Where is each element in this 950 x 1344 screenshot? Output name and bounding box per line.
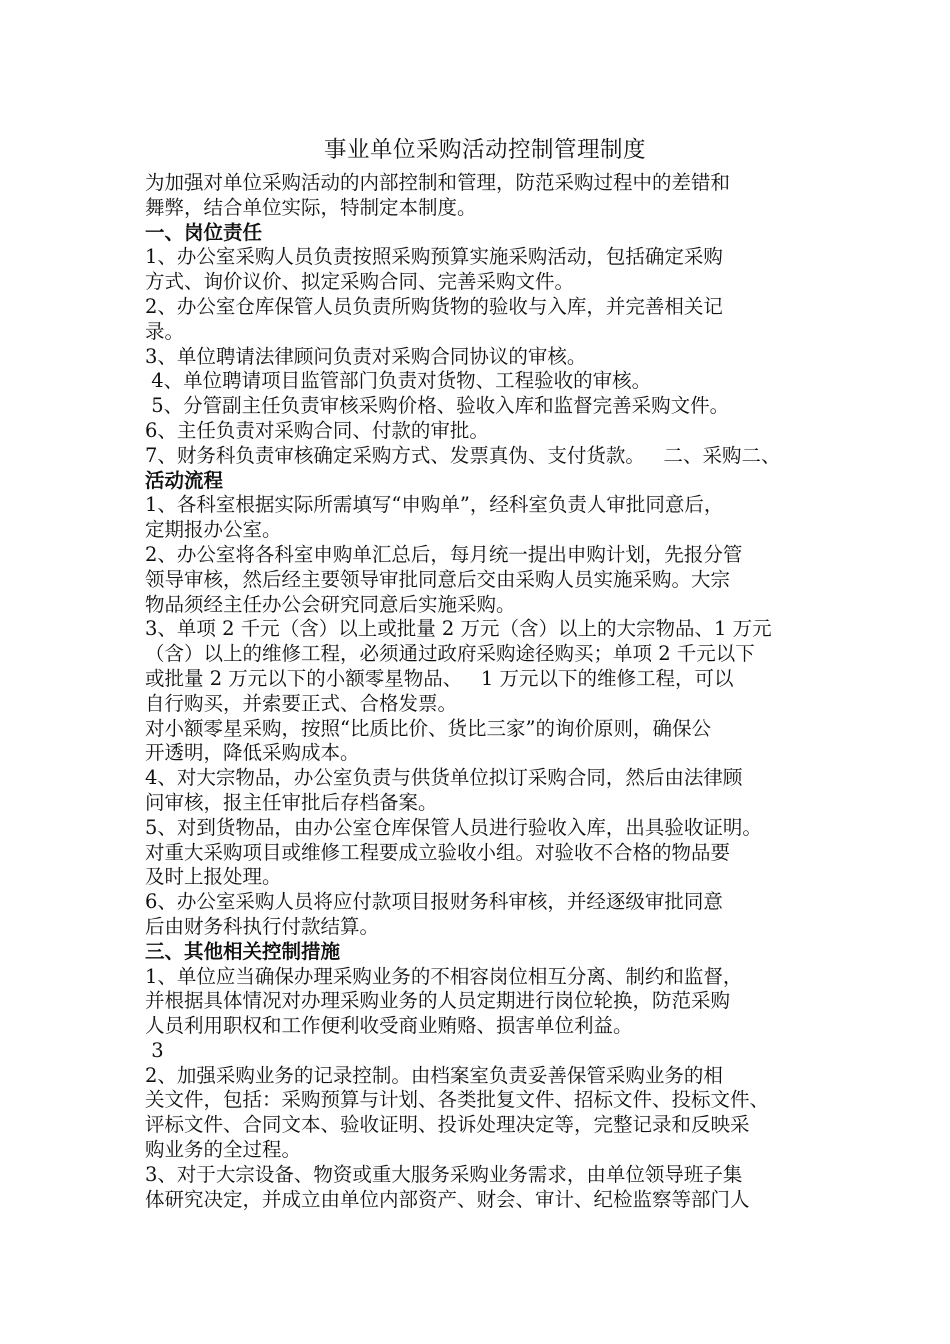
text-line: 后由财务科执行付款结算。 <box>145 914 380 938</box>
text-line: 舞弊，结合单位实际，特制定本制度。 <box>145 195 477 219</box>
text-line: 3、对于大宗设备、物资或重大服务采购业务需求，由单位领导班子集 <box>145 1162 743 1186</box>
text-line: 录。 <box>145 319 185 343</box>
text-line: 1、办公室采购人员负责按照采购预算实施采购活动，包括确定采购 <box>145 245 723 269</box>
text-line: 购业务的全过程。 <box>145 1138 302 1162</box>
text-line: 领导审核，然后经主要领导审批同意后交由采购人员实施采购。大宗 <box>145 567 731 591</box>
text-line: 4、对大宗物品，办公室负责与供货单位拟订采购合同，然后由法律顾 <box>145 766 743 790</box>
text-line: 1、单位应当确保办理采购业务的不相容岗位相互分离、制约和监督， <box>145 964 743 988</box>
text-line: 3、单项 2 千元（含）以上或批量 2 万元（含）以上的大宗物品、1 万元 <box>145 617 772 641</box>
text-line: （含）以上的维修工程，必须通过政府采购途径购买；单项 2 千元以下 <box>145 642 755 666</box>
text-line: 7、财务科负责审核确定采购方式、发票真伪、支付货款。 二、采购二、 <box>145 443 781 467</box>
text-line: 并根据具体情况对办理采购业务的人员定期进行岗位轮换，防范采购 <box>145 989 731 1013</box>
text-line: 及时上报处理。 <box>145 865 282 889</box>
text-line: 定期报办公室。 <box>145 518 282 542</box>
document-body <box>145 135 825 1212</box>
text-line: 2、加强采购业务的记录控制。由档案室负责妥善保管采购业务的相 <box>145 1063 723 1087</box>
text-line: 3 <box>145 1038 164 1062</box>
text-line: 2、办公室仓库保管人员负责所购货物的验收与入库，并完善相关记 <box>145 294 723 318</box>
text-line: 体研究决定，并成立由单位内部资产、财会、审计、纪检监察等部门人 <box>145 1187 750 1211</box>
text-line: 评标文件、合同文本、验收证明、投诉处理决定等，完整记录和反映采 <box>145 1113 750 1137</box>
text-line: 或批量 2 万元以下的小额零星物品、 1 万元以下的维修工程，可以 <box>145 666 734 690</box>
section-heading: 一、岗位责任 <box>145 220 263 244</box>
text-line: 物品须经主任办公会研究同意后实施采购。 <box>145 592 516 616</box>
text-line: 5、对到货物品，由办公室仓库保管人员进行验收入库，出具验收证明。 <box>145 815 762 839</box>
text-line: 方式、询价议价、拟定采购合同、完善采购文件。 <box>145 270 575 294</box>
text-line: 2、办公室将各科室申购单汇总后，每月统一提出申购计划，先报分管 <box>145 542 743 566</box>
text-line: 6、主任负责对采购合同、付款的审批。 <box>145 418 489 442</box>
text-line: 对重大采购项目或维修工程要成立验收小组。对验收不合格的物品要 <box>145 840 731 864</box>
text-line: 人员利用职权和工作便利收受商业贿赂、损害单位利益。 <box>145 1014 633 1038</box>
text-line: 关文件，包括：采购预算与计划、各类批复文件、招标文件、投标文件、 <box>145 1088 770 1112</box>
document-title: 事业单位采购活动控制管理制度 <box>323 137 646 163</box>
text-line: 为加强对单位采购活动的内部控制和管理，防范采购过程中的差错和 <box>145 171 731 194</box>
text-line: 4、单位聘请项目监管部门负责对货物、工程验收的审核。 <box>145 369 652 393</box>
text-line: 6、办公室采购人员将应付款项目报财务科审核，并经逐级审批同意 <box>145 890 723 914</box>
text-line: 1、各科室根据实际所需填写“申购单”，经科室负责人审批同意后， <box>145 493 724 517</box>
text-line: 开透明，降低采购成本。 <box>145 741 360 765</box>
text-line: 对小额零星采购，按照“比质比价、货比三家”的询价原则，确保公 <box>145 716 711 740</box>
document-text <box>145 171 825 1212</box>
text-line: 问审核，报主任审批后存档备案。 <box>145 790 438 814</box>
text-line: 3、单位聘请法律顾问负责对采购合同协议的审核。 <box>145 344 587 368</box>
section-heading: 三、其他相关控制措施 <box>145 939 341 963</box>
text-line: 自行购买，并索要正式、合格发票。 <box>145 691 458 715</box>
text-line: 5、分管副主任负责审核采购价格、验收入库和监督完善采购文件。 <box>145 394 730 418</box>
section-heading: 活动流程 <box>145 468 224 492</box>
